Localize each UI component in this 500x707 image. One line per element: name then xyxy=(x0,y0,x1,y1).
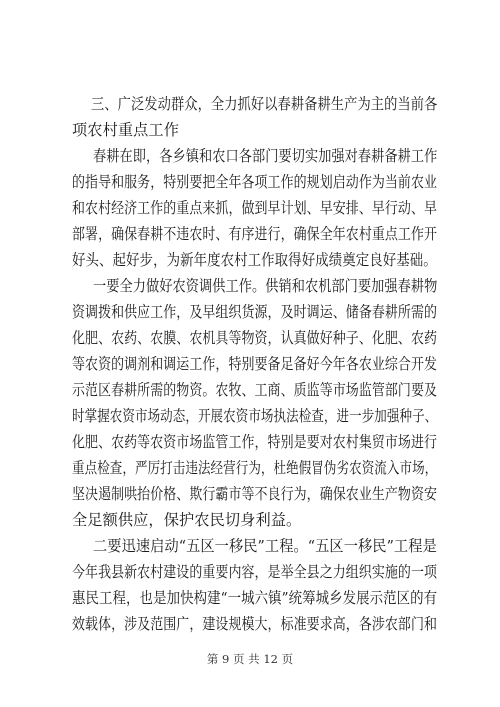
text-line: 和农村经济工作的重点来抓，做到早计划、早安排、早行动、早 xyxy=(72,199,438,217)
text-line: 效载体，涉及范围广，建设规模大，标准要求高，各涉农部门和 xyxy=(72,615,438,633)
text-line: 化肥、农药等农资市场监管工作，特别是要对农村集贸市场进行 xyxy=(72,433,438,451)
section-heading-line-1: 三、广泛发动群众，全力抓好以春耕备耕生产为主的当前各 xyxy=(91,95,438,113)
text-line: 一要全力做好农资调供工作。供销和农机部门要加强春耕物 xyxy=(93,277,438,295)
page-number-footer: 第 9 页 共 12 页 xyxy=(206,652,294,666)
text-line: 资调拨和供应工作，及早组织货源，及时调运、储备春耕所需的 xyxy=(72,303,438,321)
text-line: 的指导和服务，特别要把全年各项工作的规划启动作为当前农业 xyxy=(72,173,438,191)
text-line: 化肥、农药、农膜、农机具等物资，认真做好种子、化肥、农药 xyxy=(72,329,438,347)
text-line: 坚决遏制哄抬价格、欺行霸市等不良行为，确保农业生产物资安 xyxy=(72,485,438,503)
text-line: 好头、起好步，为新年度农村工作取得好成绩奠定良好基础。 xyxy=(72,251,437,269)
text-line: 等农资的调剂和调运工作，特别要备足备好今年各农业综合开发 xyxy=(72,355,438,373)
text-line: 重点检查，严厉打击违法经营行为，杜绝假冒伪劣农资流入市场， xyxy=(72,459,438,477)
text-line: 示范区春耕所需的物资。农牧、工商、质监等市场监管部门要及 xyxy=(72,381,438,399)
text-line: 惠民工程，也是加快构建“一城六镇”统筹城乡发展示范区的有 xyxy=(72,589,438,607)
text-line: 全足额供应，保护农民切身利益。 xyxy=(72,511,302,529)
section-heading-line-2: 项农村重点工作 xyxy=(72,121,180,139)
text-line: 时掌握农资市场动态，开展农资市场执法检查，进一步加强种子、 xyxy=(72,407,438,425)
text-line: 二要迅速启动“五区一移民”工程。“五区一移民”工程是 xyxy=(93,537,437,555)
text-line: 春耕在即，各乡镇和农口各部门要切实加强对春耕备耕工作 xyxy=(93,147,438,165)
text-line: 部署，确保春耕不违农时、有序进行，确保全年农村重点工作开 xyxy=(72,225,438,243)
text-line: 今年我县新农村建设的重要内容，是举全县之力组织实施的一项 xyxy=(72,563,438,581)
